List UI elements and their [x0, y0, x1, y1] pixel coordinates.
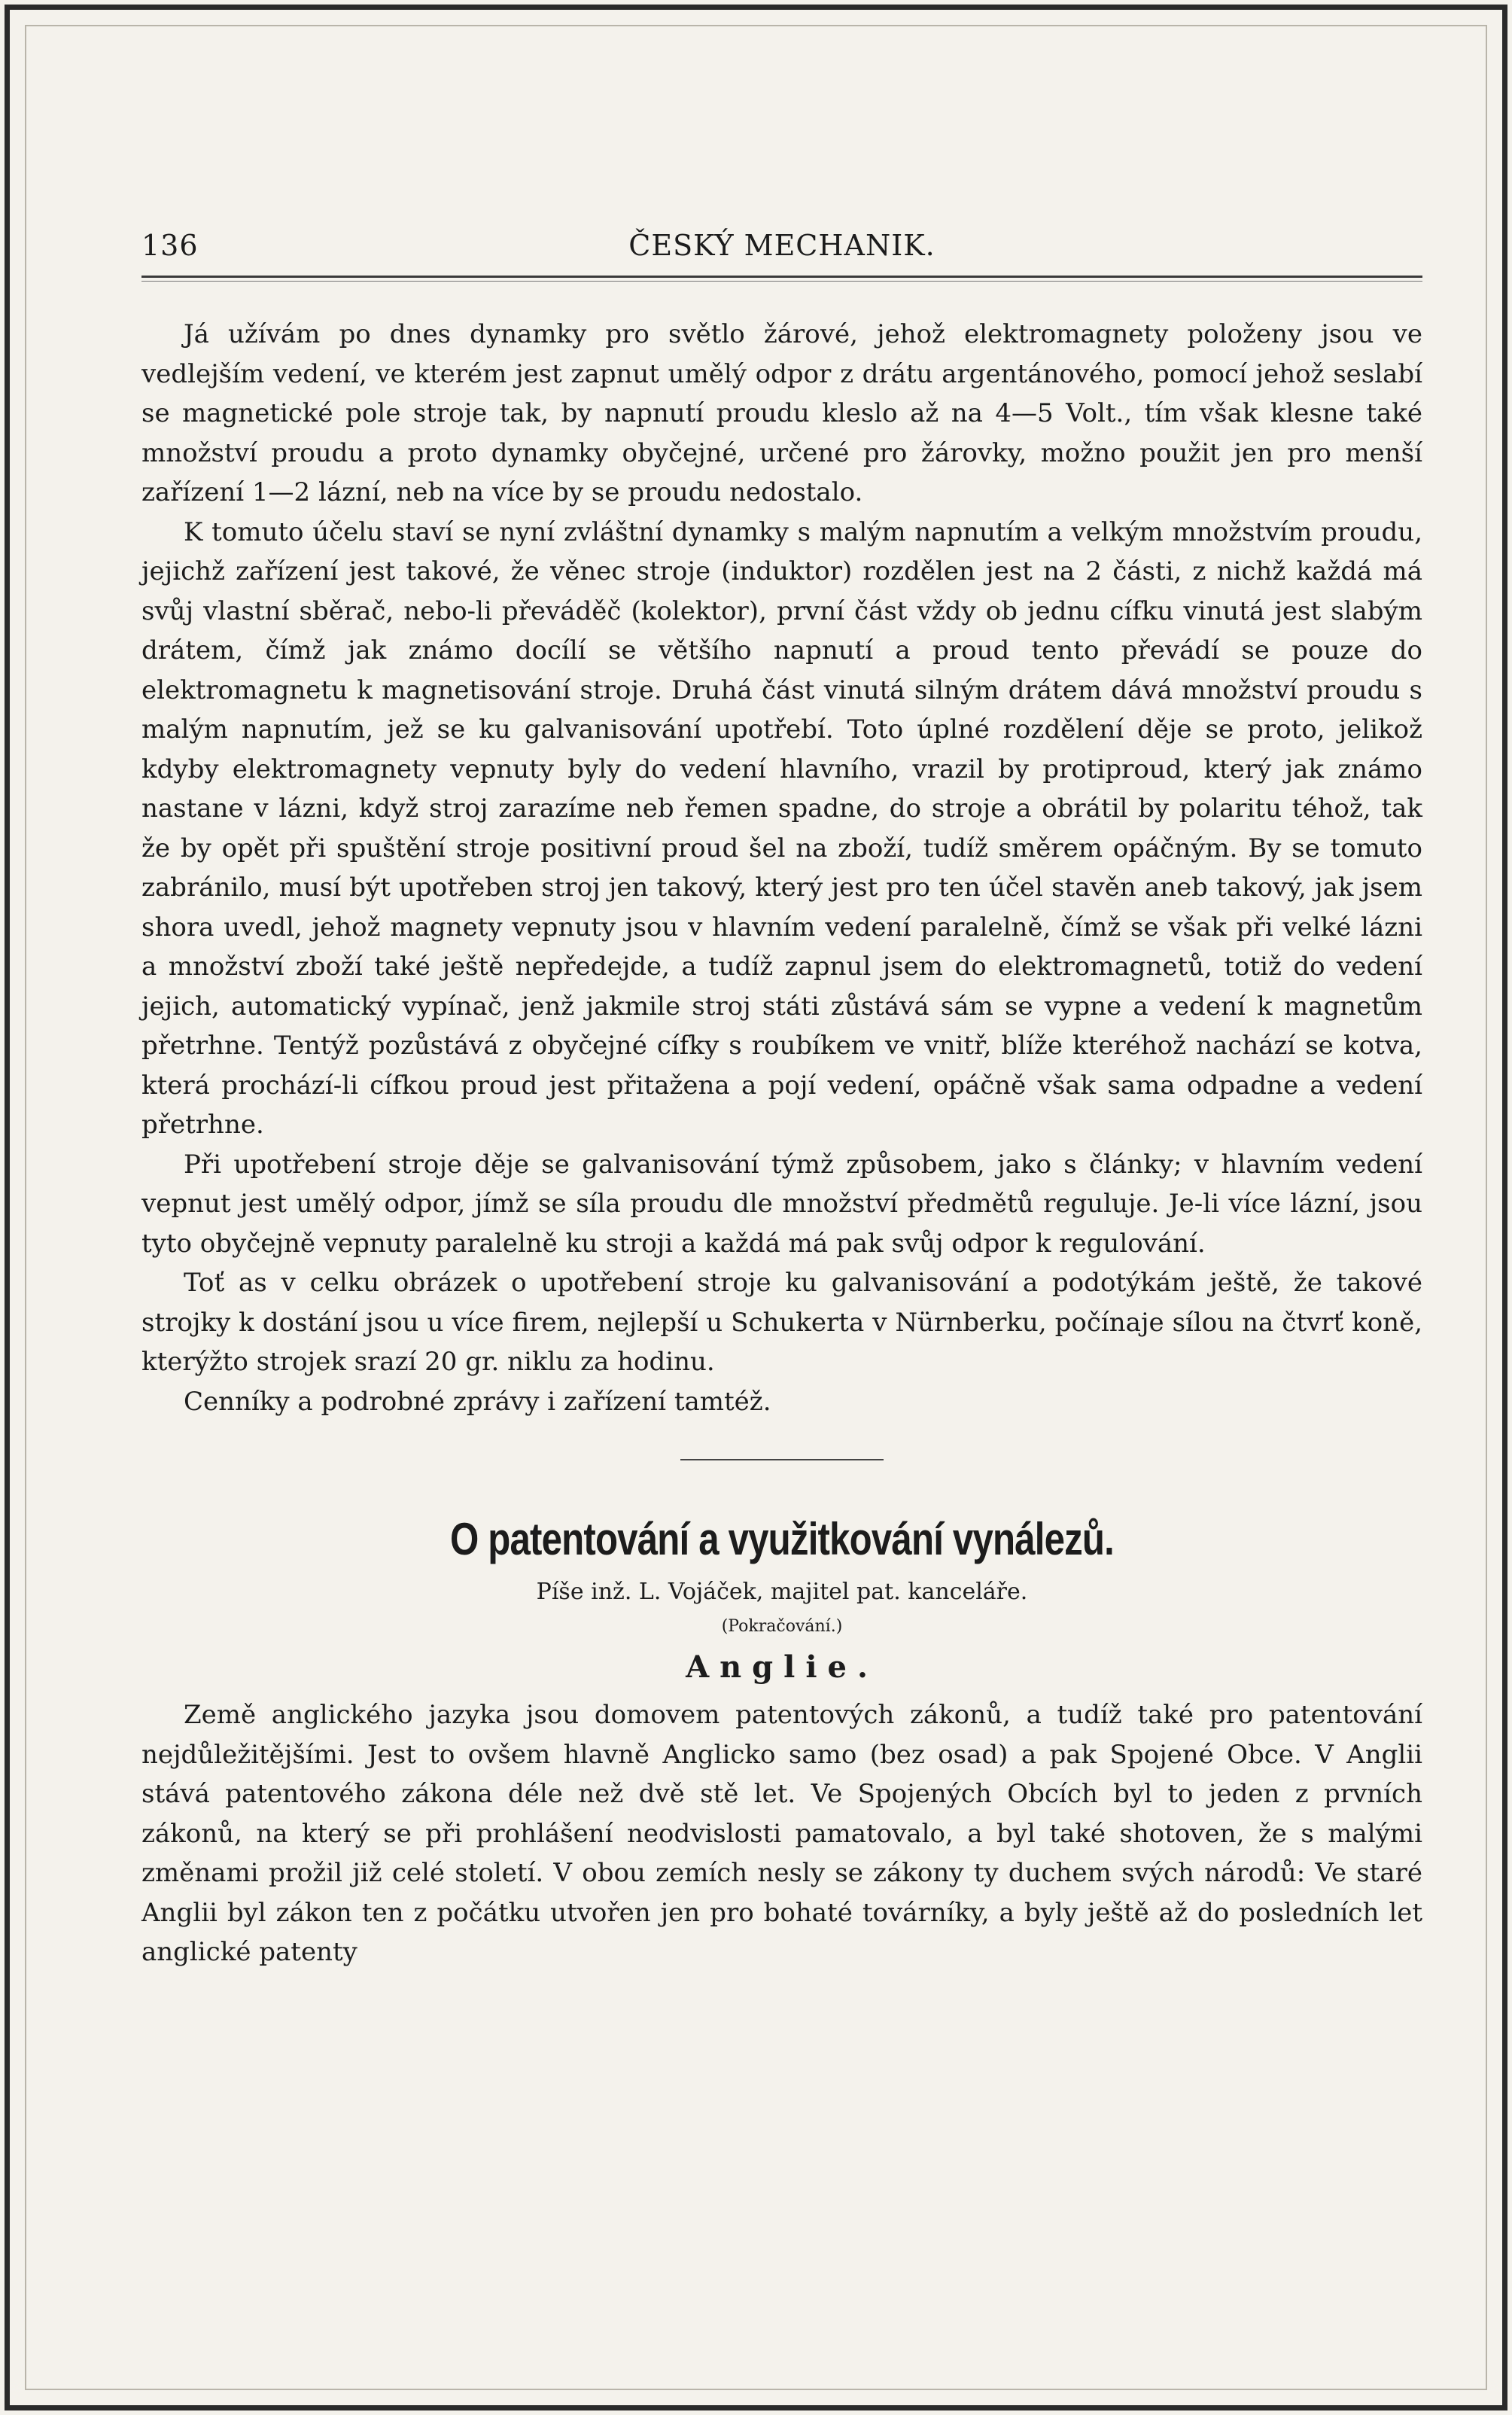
article-title: O patentování a využitkování vynálezů. [449, 1514, 1115, 1564]
section-divider [680, 1459, 884, 1460]
paragraph: Já užívám po dnes dynamky pro světlo žárové, jehož elektromagnety položeny jsou ve vedlejším vedení, ve kterém jest zapnut umělý odpor z drátu argentánového, pomocí jehož seslabí se magnetické pole stroje tak, by napnutí proudu kleslo až na 4—5 Volt., tím však klesne také množství proudu a proto dynamky obyčejné, určené pro žárovky, možno použit jen pro menší zařízení 1—2 lázní, neb na více by se proudu nedostalo. [141, 319, 1422, 507]
page-header [141, 226, 1422, 271]
paragraph: K tomuto účelu staví se nyní zvláštní dynamky s malým napnutím a velkým množstvím proudu, jejichž zařízení jest takové, že věnec stroje (induktor) rozdělen jest na 2 části, z nichž každá má svůj vlastní sběrač, nebo-li převáděč (kolektor), první část vždy ob jednu cífku vinutá jest slabým drátem, čímž jak známo docílí se většího napnutí a proud tento převádí se pouze do elektromagnetu k magnetisování stroje. Druhá část vinutá silným drátem dává množství proudu s malým napnutím, jež se ku galvanisování upotřebí. Toto úplné rozdělení děje se proto, jelikož kdyby elektromagnety vepnuty byly do vedení hlavního, vrazil by protiproud, který jak známo nastane v lázni, když stroj zarazíme neb řemen spadne, do stroje a obrátil by polaritu téhož, tak že by opět při spuštění stroje positivní proud šel na zboží, tudíž směrem opáčným. By se tomuto zabránilo, musí být upotřeben stroj jen takový, který jest pro ten účel stavěn aneb takový, jak jsem shora uvedl, jehož magnety vepnuty jsou v hlavním vedení paralelně, čímž se však při velké lázni a množství zboží také ještě nepředejde, a tudíž zapnul jsem do elektromagnetů, totiž do vedení jejich, automatický vypínač, jenž jakmile stroj státi zůstává sám se vypne a vedení k magnetům přetrhne. Tentýž pozůstává z obyčejné cífky s roubíkem ve vnitř, blíže kteréhož nachází se kotva, která prochází-li cífkou proud jest přitažena a pojí vedení, opáčně však sama odpadne a vedení přetrhne. [141, 516, 1422, 1140]
page-content [141, 226, 1422, 1972]
article-patents [141, 1513, 1422, 1972]
page-number: 136 [141, 229, 199, 262]
paragraph: Toť as v celku obrázek o upotřebení stroje ku galvanisování a podotýkám ještě, že takové strojky k dostání jsou u více firem, nejlepší u Schukerta v Nürnberku, počínaje sílou na čtvrť koně, kterýžto strojek srazí 20 gr. niklu za hodinu. [141, 1268, 1422, 1377]
article-dynamo [141, 315, 1422, 1421]
header-rule [141, 276, 1422, 278]
header-rule-thin [141, 281, 1422, 282]
paragraph: Cenníky a podrobné zprávy i zařízení tamtéž. [184, 1386, 771, 1417]
running-title: ČESKÝ MECHANIK. [628, 229, 935, 262]
paragraph: Země anglického jazyka jsou domovem patentových zákonů, a tudíž také pro patentování nejdůležitějšími. Jest to ovšem hlavně Anglicko samo (bez osad) a pak Spojené Obce. V Anglii stává patentového zákona déle než dvě stě let. Ve Spojených Obcích byl to jeden z prvních zákonů, na který se při prohlášení neodvislosti pamatovalo, a byl také shotoven, že s malými změnami prožil již celé století. V obou zemích nesly se zákony ty duchem svých národů: Ve staré Anglii byl zákon ten z počátku utvořen jen pro bohaté továrníky, a byly ještě až do posledních let anglické patenty [141, 1700, 1422, 1967]
section-heading: Anglie. [686, 1649, 878, 1685]
continuation-note: (Pokračování.) [721, 1617, 843, 1636]
paragraph: Při upotřebení stroje děje se galvanisování týmž způsobem, jako s články; v hlavním vedení vepnut jest umělý odpor, jímž se síla proudu dle množství předmětů reguluje. Je-li více lázní, jsou tyto obyčejně vepnuty paralelně ku stroji a každá má pak svůj odpor k regulování. [141, 1149, 1422, 1259]
article-byline: Píše inž. L. Vojáček, majitel pat. kanceláře. [536, 1579, 1028, 1605]
